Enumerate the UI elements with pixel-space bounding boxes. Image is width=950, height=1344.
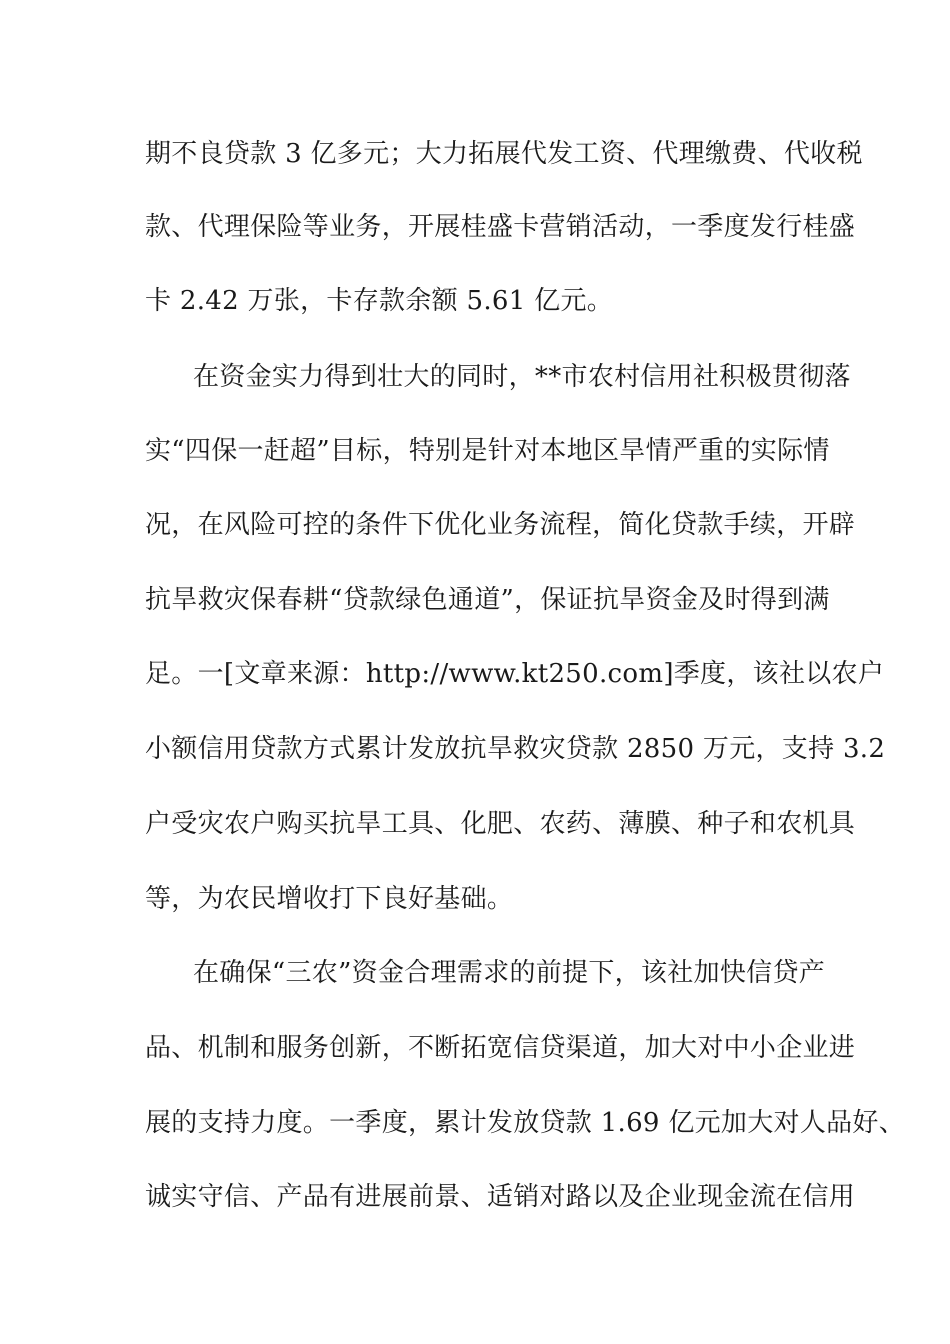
paragraph-1-line-2: 款、代理保险等业务，开展桂盛卡营销活动，一季度发行桂盛 bbox=[145, 212, 856, 242]
paragraph-2-line-4: 抗旱救灾保春耕“贷款绿色通道”，保证抗旱资金及时得到满 bbox=[145, 585, 830, 615]
paragraph-2-line-1: 在资金实力得到壮大的同时，**市农村信用社积极贯彻落 bbox=[193, 362, 851, 392]
paragraph-2-line-8: 等，为农民增收打下良好基础。 bbox=[145, 884, 514, 914]
paragraph-1-line-3: 卡 2.42 万张，卡存款余额 5.61 亿元。 bbox=[145, 286, 614, 316]
paragraph-3-line-2: 品、机制和服务创新，不断拓宽信贷渠道，加大对中小企业进 bbox=[145, 1033, 856, 1063]
paragraph-2-line-5: 足。一[文章来源：http://www.kt250.com]季度，该社以农户 bbox=[145, 659, 885, 689]
paragraph-3-line-1: 在确保“三农”资金合理需求的前提下，该社加快信贷产 bbox=[193, 958, 826, 988]
paragraph-3-line-3: 展的支持力度。一季度，累计发放贷款 1.69 亿元加大对人品好、 bbox=[145, 1108, 906, 1138]
paragraph-2-line-7: 户受灾农户购买抗旱工具、化肥、农药、薄膜、种子和农机具 bbox=[145, 809, 856, 839]
paragraph-2-line-2: 实“四保一赶超”目标，特别是针对本地区旱情严重的实际情 bbox=[145, 436, 830, 466]
paragraph-2-line-6: 小额信用贷款方式累计发放抗旱救灾贷款 2850 万元，支持 3.2 bbox=[145, 734, 886, 764]
paragraph-2-line-3: 况，在风险可控的条件下优化业务流程，简化贷款手续，开辟 bbox=[145, 510, 856, 540]
paragraph-1-line-1: 期不良贷款 3 亿多元；大力拓展代发工资、代理缴费、代收税 bbox=[145, 139, 863, 169]
paragraph-3-line-4: 诚实守信、产品有进展前景、适销对路以及企业现金流在信用 bbox=[145, 1182, 856, 1212]
